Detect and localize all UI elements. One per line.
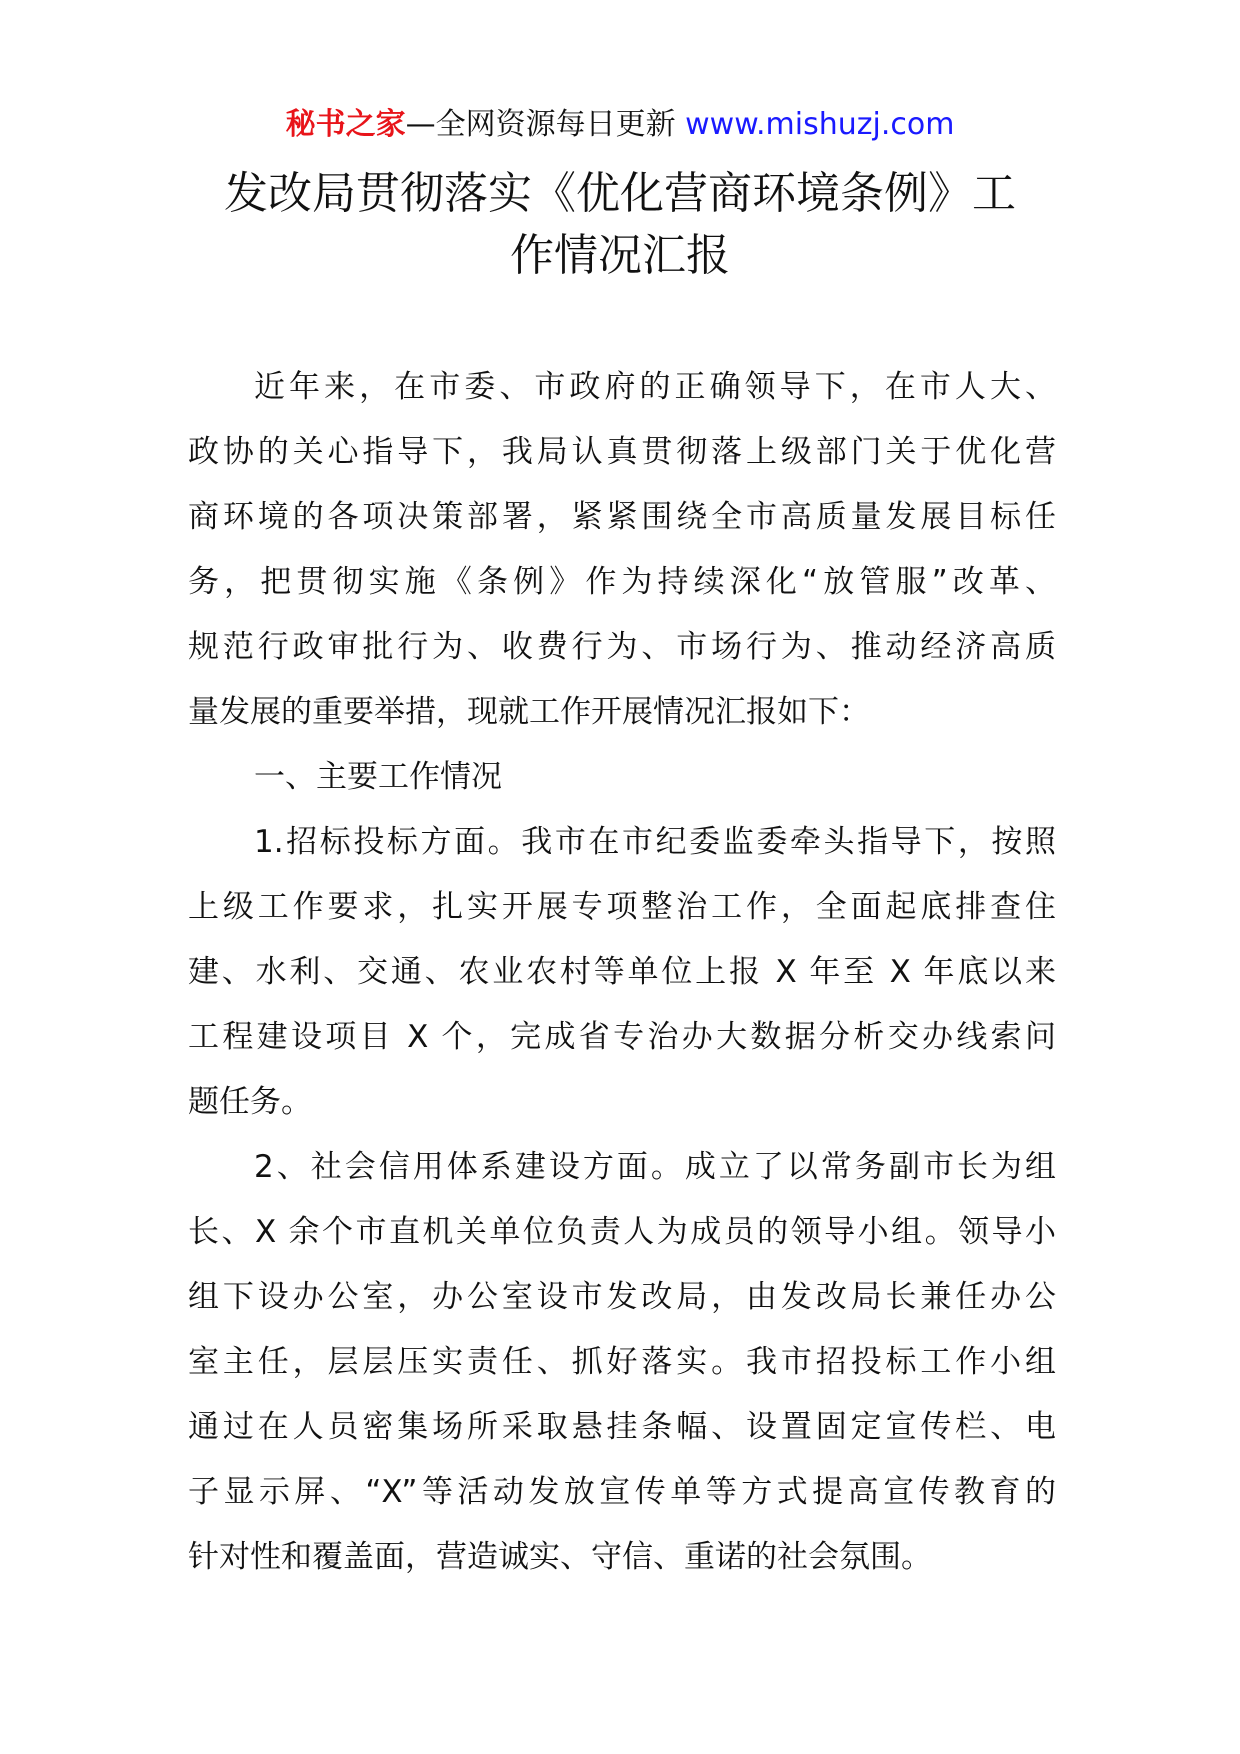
text-line: 建、水利、交通、农业农村等单位上报 X 年至 X 年底以来 [188,954,1056,990]
text-line: 室主任，层层压实责任、抓好落实。我市招投标工作小组 [188,1344,1056,1380]
text-line: 1.招标投标方面。我市在市纪委监委牵头指导下，按照 [254,824,1056,860]
paragraph-bidding [188,810,1056,1135]
text-line: 2、社会信用体系建设方面。成立了以常务副市长为组 [254,1149,1056,1185]
text-line: 政协的关心指导下，我局认真贯彻落上级部门关于优化营 [188,434,1056,470]
document-body [188,355,1056,1590]
text-line: 针对性和覆盖面，营造诚实、守信、重诺的社会氛围。 [188,1539,932,1575]
title-line-2: 作情况汇报 [510,230,730,281]
text-line: 上级工作要求，扎实开展专项整治工作，全面起底排查住 [188,889,1056,925]
text-line: 量发展的重要举措，现就工作开展情况汇报如下： [188,694,870,730]
paragraph-intro [188,355,1056,745]
text-line: 近年来，在市委、市政府的正确领导下，在市人大、 [254,369,1056,405]
text-line: 工程建设项目 X 个，完成省专治办大数据分析交办线索问 [188,1019,1056,1055]
text-line: 通过在人员密集场所采取悬挂条幅、设置固定宣传栏、电 [188,1409,1056,1445]
site-header [0,103,1240,147]
text-line: 长、X 余个市直机关单位负责人为成员的领导小组。领导小 [188,1214,1056,1250]
title-line-1: 发改局贯彻落实《优化营商环境条例》工 [224,168,1016,219]
document-title [150,163,1090,287]
text-line: 规范行政审批行为、收费行为、市场行为、推动经济高质 [188,629,1056,665]
text-line: 题任务。 [188,1084,312,1120]
site-url[interactable]: www.mishuzj.com [685,107,955,142]
header-slogan: —全网资源每日更新 [405,107,686,142]
section-heading [188,745,1056,810]
text-line: 务，把贯彻实施《条例》作为持续深化“放管服”改革、 [188,564,1056,600]
text-line: 组下设办公室，办公室设市发改局，由发改局长兼任办公 [188,1279,1056,1315]
brand-name: 秘书之家 [285,107,406,142]
paragraph-credit-system [188,1135,1056,1590]
text-line: 一、主要工作情况 [254,759,502,795]
text-line: 商环境的各项决策部署，紧紧围绕全市高质量发展目标任 [188,499,1056,535]
text-line: 子显示屏、“X”等活动发放宣传单等方式提高宣传教育的 [188,1474,1056,1510]
